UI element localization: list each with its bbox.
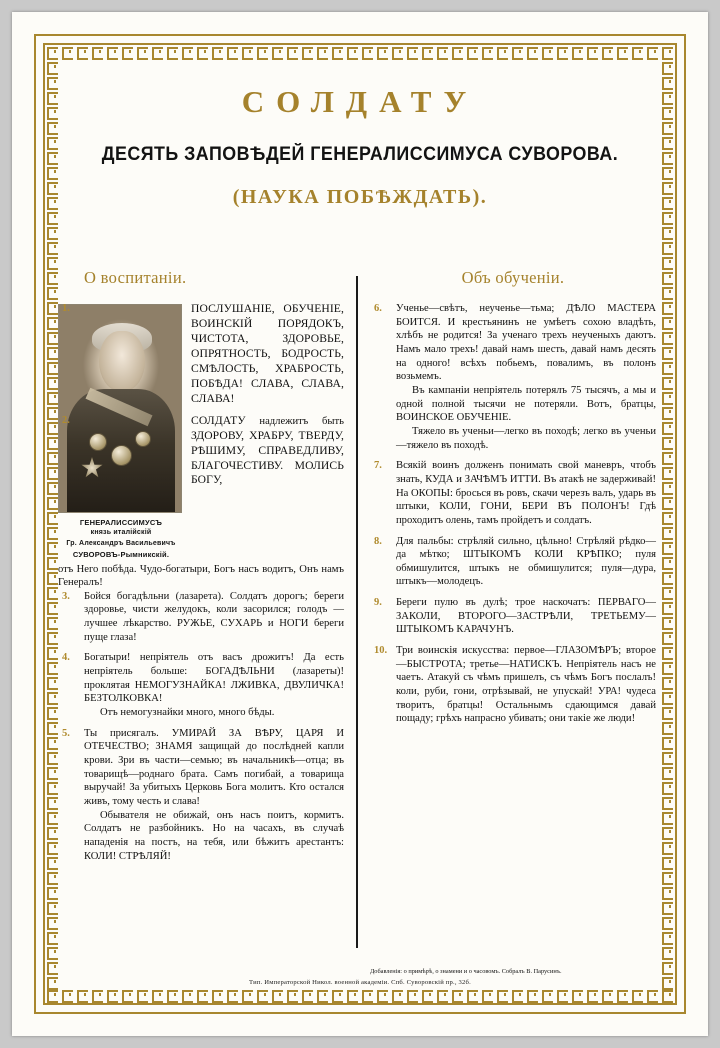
column-heading-left: О воспитаніи. [84,268,187,287]
caption-line-1: ГЕНЕРАЛИССИМУСЪ [79,518,163,527]
border-key-tile [660,840,675,855]
border-key-tile [660,555,675,570]
list-item [370,459,656,527]
border-key-tile [570,988,585,1003]
border-key-tile [660,570,675,585]
border-key-tile [660,90,675,105]
border-key-tile [375,988,390,1003]
border-key-tile [660,135,675,150]
item-text: Всякій воинъ долженъ понимать свой маневръ, чтобъ знать, КУДА и ЗАЧѢМЪ ИТТИ. Въ атакѣ не задерживай! На ОКОПЫ: бросься въ ровъ, скачи черезъ валъ, ударь въ штыки, КОЛИ, ГОНИ, БЕРИ ВЪ ПОЛОНЪ! Гдѣ проходитъ олень, тамъ пройдетъ и солдатъ. [396,460,656,526]
item-text: ПОСЛУШАНІЕ, ОБУЧЕНІЕ, ВОИНСКІЙ ПОРЯДОКЪ, ЧИСТОТА, ЗДОРОВЬЕ, ОПРЯТНОСТЬ, БОДРОСТЬ, СМѢЛОСТЬ, ХРАБРОСТЬ, ПОБѢДА! СЛАВА, СЛАВА, СЛАВА! [191,302,344,405]
list-item [58,302,344,407]
poster-title: СОЛДАТУ [241,84,479,119]
column-divider [356,276,358,948]
border-key-tile [660,180,675,195]
border-key-tile [285,988,300,1003]
border-key-tile [660,585,675,600]
border-key-tile [660,480,675,495]
item-text-caps-2: ЗДОРОВУ, ХРАБРУ, ТВЕРДУ, РѢШИМУ, СПРАВЕДЛИВУ, БЛАГОЧЕСТИВУ. МОЛИСЬ БОГУ, [191,428,344,487]
border-key-tile [420,988,435,1003]
border-key-tile [60,988,75,1003]
column-training [370,268,656,990]
border-key-tile [660,810,675,825]
border-key-tile [660,450,675,465]
border-key-tile [495,988,510,1003]
item-text: Богатыри! непріятель отъ васъ дрожитъ! Да есть непріятель больше: БОГАДѢЛЬНИ (лазареты)! проклятая НЕМОГУЗНАЙКА! ЛЖИВКА, ДВУЛИЧКА! БЕЗТОЛКОВКА! [84,652,344,705]
item-text [84,414,344,489]
border-key-tile [150,988,165,1003]
border-key-tile [345,988,360,1003]
border-key-tile [660,720,675,735]
border-key-tile [660,75,675,90]
border-key-tile [660,195,675,210]
border-key-tile [660,165,675,180]
item-2-tail: отъ Него побѣда. Чудо-богатыри, Богъ насъ водитъ, Онъ намъ Генералъ! [58,563,344,589]
border-key-tile [465,988,480,1003]
border-key-tile [135,988,150,1003]
border-key-tile [660,780,675,795]
border-key-tile [660,915,675,930]
border-key-tile [585,988,600,1003]
list-item [58,590,344,645]
border-key-tile [660,645,675,660]
border-key-tile [660,150,675,165]
list-item [370,644,656,726]
border-key-tile [660,945,675,960]
border-key-tile [510,988,525,1003]
border-key-tile [660,885,675,900]
border-key-tile [660,270,675,285]
border-key-tile [660,855,675,870]
item-number: 3. [62,590,70,602]
poster-subtitle: ДЕСЯТЬ ЗАПОВѢДЕЙ ГЕНЕРАЛИССИМУСА СУВОРОВА. [101,144,619,165]
list-item [58,727,344,864]
border-key-tile [660,375,675,390]
border-key-tile [660,690,675,705]
border-key-tile [660,105,675,120]
border-key-tile [225,988,240,1003]
poster-content [58,58,662,990]
border-key-tile [660,330,675,345]
item-number: 7. [374,460,382,472]
border-key-tile [660,705,675,720]
border-key-tile [195,988,210,1003]
border-key-tile [660,300,675,315]
border-key-tile [660,870,675,885]
border-key-tile [600,988,615,1003]
border-key-tile [435,988,450,1003]
item-number: 8. [374,535,382,547]
list-item [58,414,344,489]
column-heading-right: Объ обученіи. [461,268,565,287]
border-key-tile [660,960,675,975]
commandments-list-left [58,302,344,488]
border-key-tile [660,225,675,240]
border-key-bottom [45,988,675,1003]
caption-line-3: Гр. Александръ Васильевичъ [66,539,176,547]
item-number: 4. [62,652,70,664]
border-key-tile [660,45,675,60]
border-key-tile [660,255,675,270]
border-key-tile [405,988,420,1003]
border-key-tile [660,390,675,405]
commandments-list-right [370,302,656,726]
border-key-tile [660,675,675,690]
border-key-tile [660,210,675,225]
two-column-body [58,268,662,990]
border-key-tile [660,495,675,510]
column-upbringing [58,268,344,990]
border-key-tile [660,540,675,555]
border-key-tile [660,360,675,375]
border-key-tile [660,435,675,450]
border-key-tile [555,988,570,1003]
poster-paren-title: (НАУКА ПОБѢЖДАТЬ). [232,186,488,208]
border-key-tile [300,988,315,1003]
item-number: 1. [62,303,70,314]
item-text: Ты присягалъ. УМИРАЙ ЗА ВѢРУ, ЦАРЯ И ОТЕЧЕСТВО; ЗНАМЯ защищай до послѣдней капли крови. Зри въ части—семью; въ начальникѣ—отца; въ товарищѣ—роднаго брата. Самъ погибай, а товарища выручай! За убитыхъ Церковь Бога молитъ. Кто остался живъ, тому честь и слава! [84,727,344,807]
border-key-tile [660,975,675,990]
border-key-tile [540,988,555,1003]
border-key-tile [645,988,660,1003]
border-key-tile [660,600,675,615]
border-key-tile [75,988,90,1003]
item-paragraph-3: Тяжело въ ученьи—легко въ походѣ; легко въ ученьи—тяжело въ походѣ. [396,425,656,451]
poster-sheet [12,12,708,1036]
list-item [370,302,656,452]
border-key-tile [660,615,675,630]
border-key-tile [660,660,675,675]
caption-line-2: князь италійскій [90,529,152,537]
border-key-tile [360,988,375,1003]
border-key-tile [180,988,195,1003]
border-key-tile [660,60,675,75]
border-key-tile [660,510,675,525]
item-text: Ученье—свѣтъ, неученье—тьма; ДѢЛО МАСТЕРА БОИТСЯ. И крестьянинъ не умѣетъ сохою владѣть, хлѣбъ не родится! За ученаго трехъ неученыхъ даютъ. Намъ мало трехъ! давай намъ шесть, давай намъ десять на одного! всѣхъ побьемъ, повалимъ, въ полонъ возьмемъ. [396,303,656,383]
item-paragraph-2: Обывателя не обижай, онъ насъ поитъ, кормитъ. Солдатъ не разбойникъ. Но на часахъ, въ случаѣ нападенія на постъ, на тебя, или бѣжитъ арестантъ: КОЛИ! СТРѢЛЯЙ! [84,809,344,862]
border-key-tile [315,988,330,1003]
printer-imprint: Тип. Императорской Никол. военной академіи. Спб. Суворовскій пр., 32б. [249,979,471,986]
border-key-tile [330,988,345,1003]
border-key-tile [660,630,675,645]
item-paragraph-2: Отъ немогузнайки много, много бѣды. [100,707,275,719]
item-text: Три воинскія искусства: первое—ГЛАЗОМѢРЪ; второе—БЫСТРОТА; третье—НАТИСКЪ. Непріятель насъ не чаетъ. Атакуй съ чѣмъ пришелъ, съ чѣмъ Богъ послалъ! коли, руби, гони, отрѣзывай, не упускай! УРА! чудеса творитъ, братцы! Остальнымъ сдающимся давай пощаду; грѣхъ напрасно убивать; они такіе же люди! [396,645,656,725]
border-key-tile [210,988,225,1003]
border-key-tile [450,988,465,1003]
border-key-right [660,45,675,1003]
list-item [58,651,344,719]
border-key-tile [270,988,285,1003]
list-item [370,535,656,590]
border-key-tile [165,988,180,1003]
border-key-tile [525,988,540,1003]
border-key-tile [660,930,675,945]
item-text: Для пальбы: стрѣляй сильно, цѣльно! Стрѣляй рѣдко—да мѣтко; ШТЫКОМЪ КОЛИ КРѢПКО; пуля обмишулится, штыкъ не обмишулится; пуля—дура, штыкъ—молодецъ. [396,535,656,588]
border-key-tile [660,405,675,420]
item-number: 2. [62,414,70,426]
item-number: 6. [374,303,382,314]
item-text: Береги пулю въ дулѣ; трое наскочатъ: ПЕРВАГО—ЗАКОЛИ, ВТОРОГО—ЗАСТРѢЛИ, ТРЕТЬЕМУ—ШТЫКОМЪ КАРАЧУНЪ. [396,597,656,636]
footnote: Добавленія: о примѣрѣ, о знамени и о часовомъ. Собралъ В. Парусинъ. [370,967,562,975]
border-key-tile [660,825,675,840]
border-key-tile [480,988,495,1003]
border-key-tile [120,988,135,1003]
commandments-list-left-cont [58,590,344,863]
border-key-tile [660,285,675,300]
border-key-tile [255,988,270,1003]
border-key-tile [660,765,675,780]
border-key-tile [105,988,120,1003]
border-key-tile [630,988,645,1003]
item-number: 9. [374,597,382,609]
item-number: 5. [62,727,70,739]
border-key-tile [660,525,675,540]
item-paragraph-2: Въ кампаніи непріятель потерялъ 75 тысячъ, а мы и одной полной тысячи не потеряли. Вотъ, братцы, ВОИНСКОЕ ОБУЧЕНІЕ. [396,384,656,424]
border-key-tile [660,465,675,480]
item-text-caps: СОЛДАТУ [191,413,246,427]
border-key-tile [615,988,630,1003]
border-key-tile [660,750,675,765]
border-key-tile [660,735,675,750]
border-key-tile [660,315,675,330]
border-key-tile [90,988,105,1003]
portrait-caption [58,517,184,561]
border-key-tile [240,988,255,1003]
item-number: 10. [374,645,388,657]
border-key-tile [660,240,675,255]
border-key-tile [390,988,405,1003]
border-key-tile [660,420,675,435]
item-text: Бойся богадѣльни (лазарета). Солдатъ дорогъ; береги здоровье, чисти желудокъ, коли засорился; голодъ — лучшее лѣкарство. РУЖЬЕ, СУХАРЬ и НОГИ береги пуще глаза! [84,590,344,643]
border-key-tile [660,795,675,810]
list-item [370,596,656,637]
caption-line-4: СУВОРОВЪ-Рымникскій. [72,550,170,560]
border-key-tile [660,120,675,135]
border-key-tile [660,900,675,915]
item-text-mid: надлежитъ быть [245,415,344,427]
border-key-tile [660,345,675,360]
